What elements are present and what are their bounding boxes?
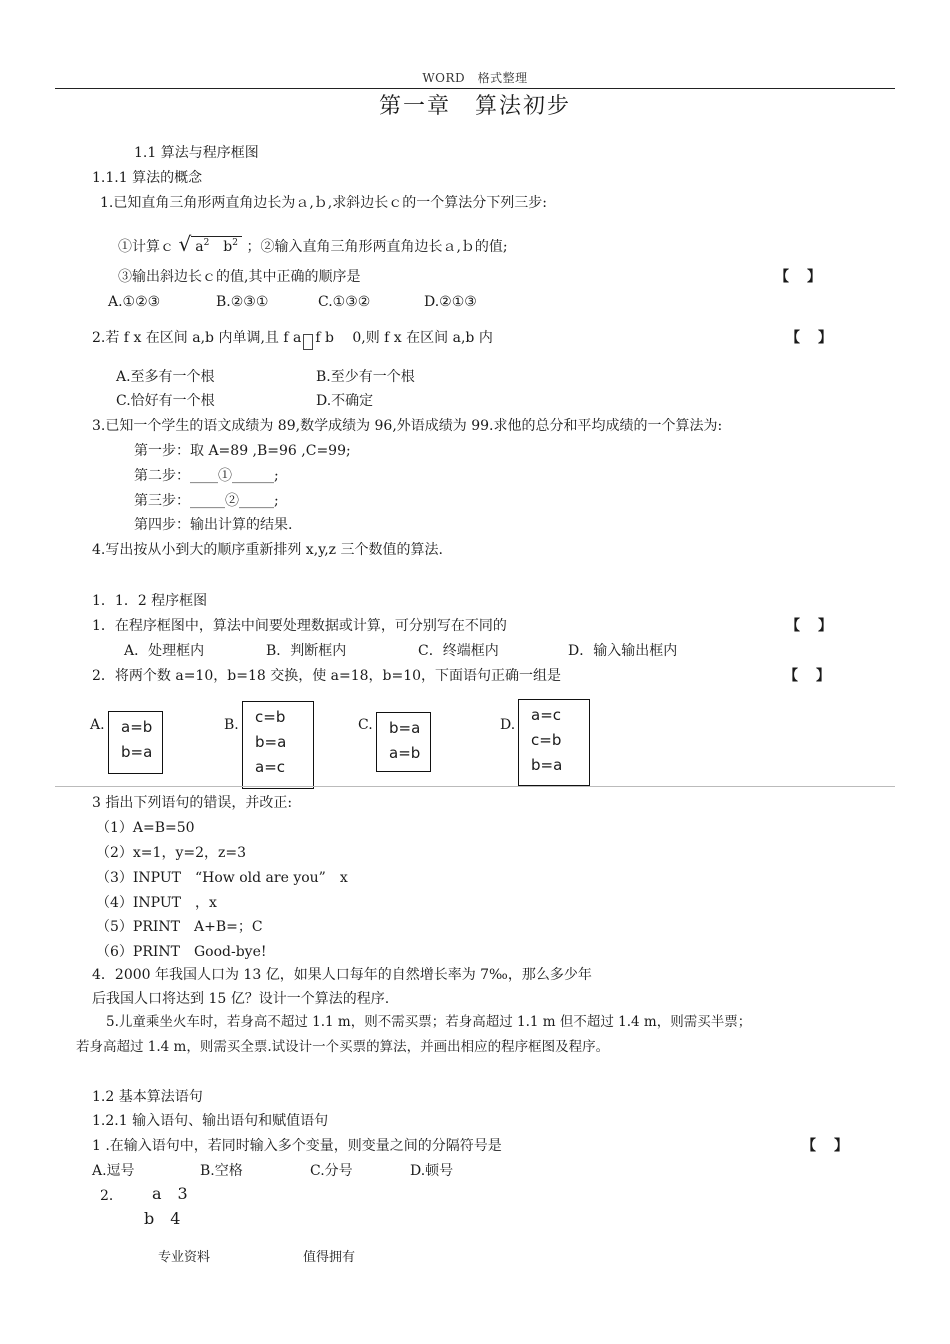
q3-item-6: （6）PRINT Good-bye! <box>96 944 267 960</box>
q1-option-b: B.②③① <box>216 294 269 310</box>
footer-left: 专业资料 <box>158 1250 211 1265</box>
q2-line-2: b 4 <box>144 1209 181 1228</box>
q1-option-c: C.①③② <box>318 294 371 310</box>
box-line: c=b <box>255 708 286 726</box>
q1-option-c: C.分号 <box>310 1163 353 1179</box>
statement-box-a <box>108 711 163 774</box>
q1-stem: 1．在程序框图中，算法中间要处理数据或计算，可分别写在不同的 <box>92 618 507 634</box>
q1-option-b: B.空格 <box>200 1163 243 1179</box>
box-label-c: C. <box>358 717 373 733</box>
answer-bracket: 【】 <box>802 1138 866 1154</box>
radicand-a: a <box>195 239 204 255</box>
q2-option-a: A.至多有一个根 <box>116 369 215 385</box>
box-line: b=a <box>121 743 153 761</box>
box-line: a=b <box>121 718 153 736</box>
box-line: a=c <box>255 758 286 776</box>
footer-right: 值得拥有 <box>303 1250 356 1265</box>
q1-line2: ③输出斜边长ｃ的值,其中正确的顺序是 <box>118 269 361 285</box>
q2-option-c: C.恰好有一个根 <box>116 393 215 409</box>
q1-line1-a: ①计算ｃ <box>118 239 174 255</box>
chapter-title: 第一章 算法初步 <box>378 94 571 119</box>
statement-box-c <box>376 712 431 772</box>
q1-option-d: D.顿号 <box>410 1163 454 1179</box>
box-line: b=a <box>389 719 421 737</box>
q4-stem: 4.写出按从小到大的顺序重新排列 x,y,z 三个数值的算法. <box>92 542 443 558</box>
section-heading: 1.1 算法与程序框图 <box>134 145 259 161</box>
radicand <box>191 236 242 254</box>
q2-stem-part2: f b 0,则 f x 在区间 a,b 内 <box>315 330 493 346</box>
answer-bracket: 【】 <box>784 668 848 684</box>
section-divider <box>55 786 895 787</box>
q2-option-b: B.至少有一个根 <box>316 369 415 385</box>
subsection-heading: 1.1.1 算法的概念 <box>92 170 203 186</box>
q2-line-1: a 3 <box>152 1184 188 1203</box>
exponent-b: 2 <box>232 238 238 248</box>
q4-line-2: 后我国人口将达到 15 亿？设计一个算法的程序. <box>92 991 390 1007</box>
box-line: b=a <box>255 733 287 751</box>
q5-line-2: 若身高超过 1.4 m，则需买全票.试设计一个买票的算法，并画出相应的程序框图及程序。 <box>76 1039 610 1055</box>
q3-stem: 3 指出下列语句的错误，并改正: <box>92 795 293 811</box>
subsection-heading: 1．1．2 程序框图 <box>92 593 208 609</box>
subsection-heading: 1.2.1 输入语句、输出语句和赋值语句 <box>92 1113 329 1129</box>
q5-line-1: 5.儿童乘坐火车时，若身高不超过 1.1 m，则不需买票；若身高超过 1.1 m 但不超过 1.4 m，则需买半票； <box>106 1014 752 1030</box>
q3-item-1: （1）A=B=50 <box>96 820 195 836</box>
q1-option-d: D.②①③ <box>424 294 477 310</box>
header-rule <box>55 88 895 89</box>
q1-option-c: C．终端框内 <box>418 643 499 659</box>
q3-stem: 3.已知一个学生的语文成绩为 89,数学成绩为 96,外语成绩为 99.求他的总分和平均成绩的一个算法为: <box>92 418 723 434</box>
answer-bracket: 【】 <box>775 269 839 285</box>
q3-step-1: 第一步：取 A=89 ,B=96 ,C=99; <box>134 443 351 459</box>
q3-item-3: （3）INPUT “How old are you” x <box>96 870 348 886</box>
answer-bracket: 【】 <box>786 330 850 346</box>
q2-stem <box>92 331 493 350</box>
answer-bracket: 【】 <box>786 618 850 634</box>
box-line: a=c <box>531 706 562 724</box>
q1-option-a: A.①②③ <box>108 294 161 310</box>
q1-stem: 1.已知直角三角形两直角边长为ａ,ｂ,求斜边长ｃ的一个算法分下列三步: <box>100 195 547 211</box>
q3-step-3: 第三步：_____②_____; <box>134 493 279 509</box>
q1-option-d: D．输入输出框内 <box>568 643 678 659</box>
box-label-b: B. <box>224 717 239 733</box>
statement-box-b <box>242 701 314 789</box>
placeholder-box-icon <box>303 334 313 350</box>
q1-option-a: A.逗号 <box>92 1163 135 1179</box>
q1-line1 <box>118 234 508 254</box>
box-line: a=b <box>389 744 421 762</box>
q3-item-2: （2）x=1，y=2，z=3 <box>96 845 247 861</box>
section-heading: 1.2 基本算法语句 <box>92 1089 203 1105</box>
q1-option-a: A．处理框内 <box>124 643 205 659</box>
q4-line-1: 4．2000 年我国人口为 13 亿，如果人口每年的自然增长率为 7‰，那么多少年 <box>92 967 592 983</box>
q1-option-b: B．判断框内 <box>266 643 347 659</box>
q3-item-5: （5）PRINT A+B=；C <box>96 919 263 935</box>
box-label-a: A. <box>90 717 105 733</box>
q3-item-4: （4）INPUT ，x <box>96 895 217 911</box>
sqrt-icon: √ <box>178 232 192 256</box>
q1-line1-d: ；②输入直角三角形两直角边长ａ,ｂ的值; <box>246 239 508 255</box>
page-header: WORD 格式整理 <box>422 71 528 85</box>
box-line: b=a <box>531 756 563 774</box>
q2-option-d: D.不确定 <box>316 393 374 409</box>
q2-stem-part1: 2.若 f x 在区间 a,b 内单调,且 f a <box>92 330 302 346</box>
box-line: c=b <box>531 731 562 749</box>
exponent-a: 2 <box>203 238 210 248</box>
q3-step-4: 第四步：输出计算的结果. <box>134 517 293 533</box>
q2-number: 2． <box>100 1188 123 1204</box>
q3-step-2: 第二步：____①______; <box>134 468 279 484</box>
radicand-b: b <box>223 239 233 255</box>
q2-stem: 2．将两个数 a=10，b=18 交换，使 a=18，b=10，下面语句正确一组是 <box>92 668 562 684</box>
box-label-d: D. <box>500 717 516 733</box>
statement-box-d <box>518 699 590 786</box>
q1-stem: 1 .在输入语句中，若同时输入多个变量，则变量之间的分隔符号是 <box>92 1138 502 1154</box>
